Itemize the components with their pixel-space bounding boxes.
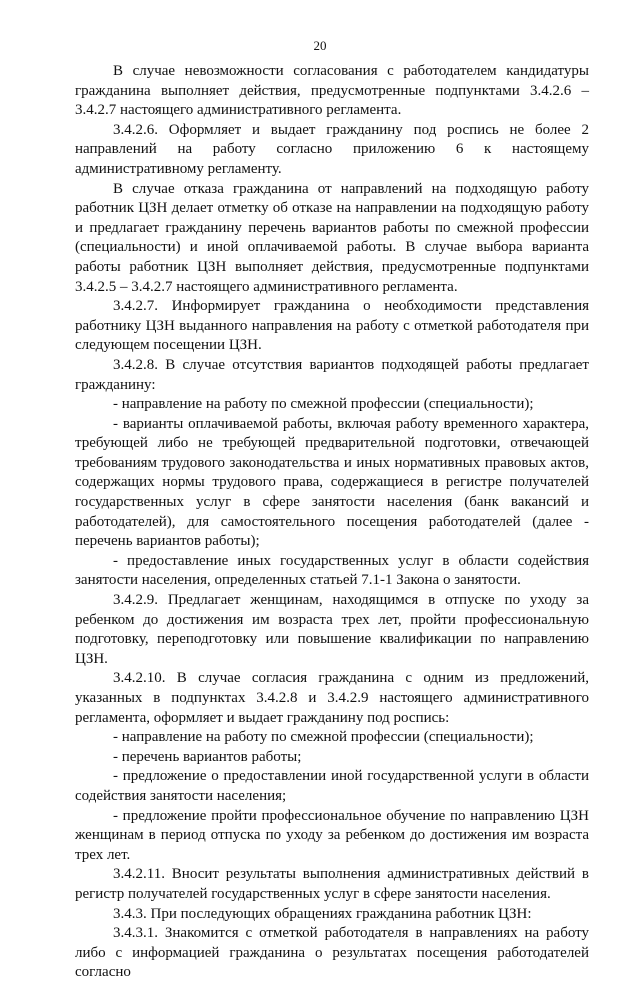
list-item: - перечень вариантов работы; [113, 748, 302, 765]
list-item: - варианты оплачиваемой работы, включая работу временного характера, требующей либо не требующей предварительной подготовки, отвечающей требованиям трудового законодательства и иных нормативных правовых актов, содержащих нормы трудового права, содержащиеся в регистре получателей государственных услуг в сфере занятости населения (банк вакансий и работодателей), для самостоятельного посещения работодателей (далее - перечень вариантов работы); [75, 415, 589, 550]
paragraph: В случае отказа гражданина от направлений на подходящую работу работник ЦЗН делает отметку об отказе на направлении на подходящую работу и предлагает гражданину перечень вариантов работы по смежной профессии (специальности) и иной оплачиваемой работы. В случае выбора варианта работы работник ЦЗН выполняет действия, предусмотренные подпунктами 3.4.2.5 – 3.4.2.7 настоящего административного регламента. [75, 180, 589, 295]
list-item: - предложение о предоставлении иной государственной услуги в области содействия занятости населения; [75, 768, 589, 804]
paragraph: 3.4.2.6. Оформляет и выдает гражданину под роспись не более 2 направлений на работу согласно приложению 6 к настоящему административному регламенту. [75, 121, 589, 177]
list-item: - предложение пройти профессиональное обучение по направлению ЦЗН женщинам в период отпуска по уходу за ребенком до достижения им возраста трех лет. [75, 807, 589, 863]
document-body [75, 62, 589, 983]
paragraph: В случае невозможности согласования с работодателем кандидатуры гражданина выполняет действия, предусмотренные подпунктами 3.4.2.6 – 3.4.2.7 настоящего административного регламента. [75, 63, 589, 119]
paragraph: 3.4.2.7. Информирует гражданина о необходимости представления работнику ЦЗН выданного направления на работу с отметкой работодателя при следующем посещении ЦЗН. [75, 298, 589, 354]
list-item: - направление на работу по смежной профессии (специальности); [113, 396, 534, 413]
paragraph: 3.4.3.1. Знакомится с отметкой работодателя в направлениях на работу либо с информацией гражданина о результатах посещения работодателей согласно [75, 925, 589, 981]
list-item: - предоставление иных государственных услуг в области содействия занятости населения, определенных статьей 7.1-1 Закона о занятости. [75, 552, 589, 589]
paragraph: 3.4.2.11. Вносит результаты выполнения административных действий в регистр получателей государственных услуг в сфере занятости населения. [75, 866, 589, 902]
page-number: 20 [313, 38, 327, 53]
paragraph: 3.4.3. При последующих обращениях гражданина работник ЦЗН: [113, 905, 532, 922]
list-item: - направление на работу по смежной профессии (специальности); [113, 729, 534, 746]
paragraph: 3.4.2.8. В случае отсутствия вариантов подходящей работы предлагает гражданину: [75, 356, 589, 393]
paragraph: 3.4.2.9. Предлагает женщинам, находящимся в отпуске по уходу за ребенком до достижения им возраста трех лет, пройти профессиональную подготовку, переподготовку или повышение квалификации по направлению ЦЗН. [75, 592, 589, 667]
paragraph: 3.4.2.10. В случае согласия гражданина с одним из предложений, указанных в подпунктах 3.4.2.8 и 3.4.2.9 настоящего административного регламента, оформляет и выдает гражданину под роспись: [75, 670, 589, 726]
